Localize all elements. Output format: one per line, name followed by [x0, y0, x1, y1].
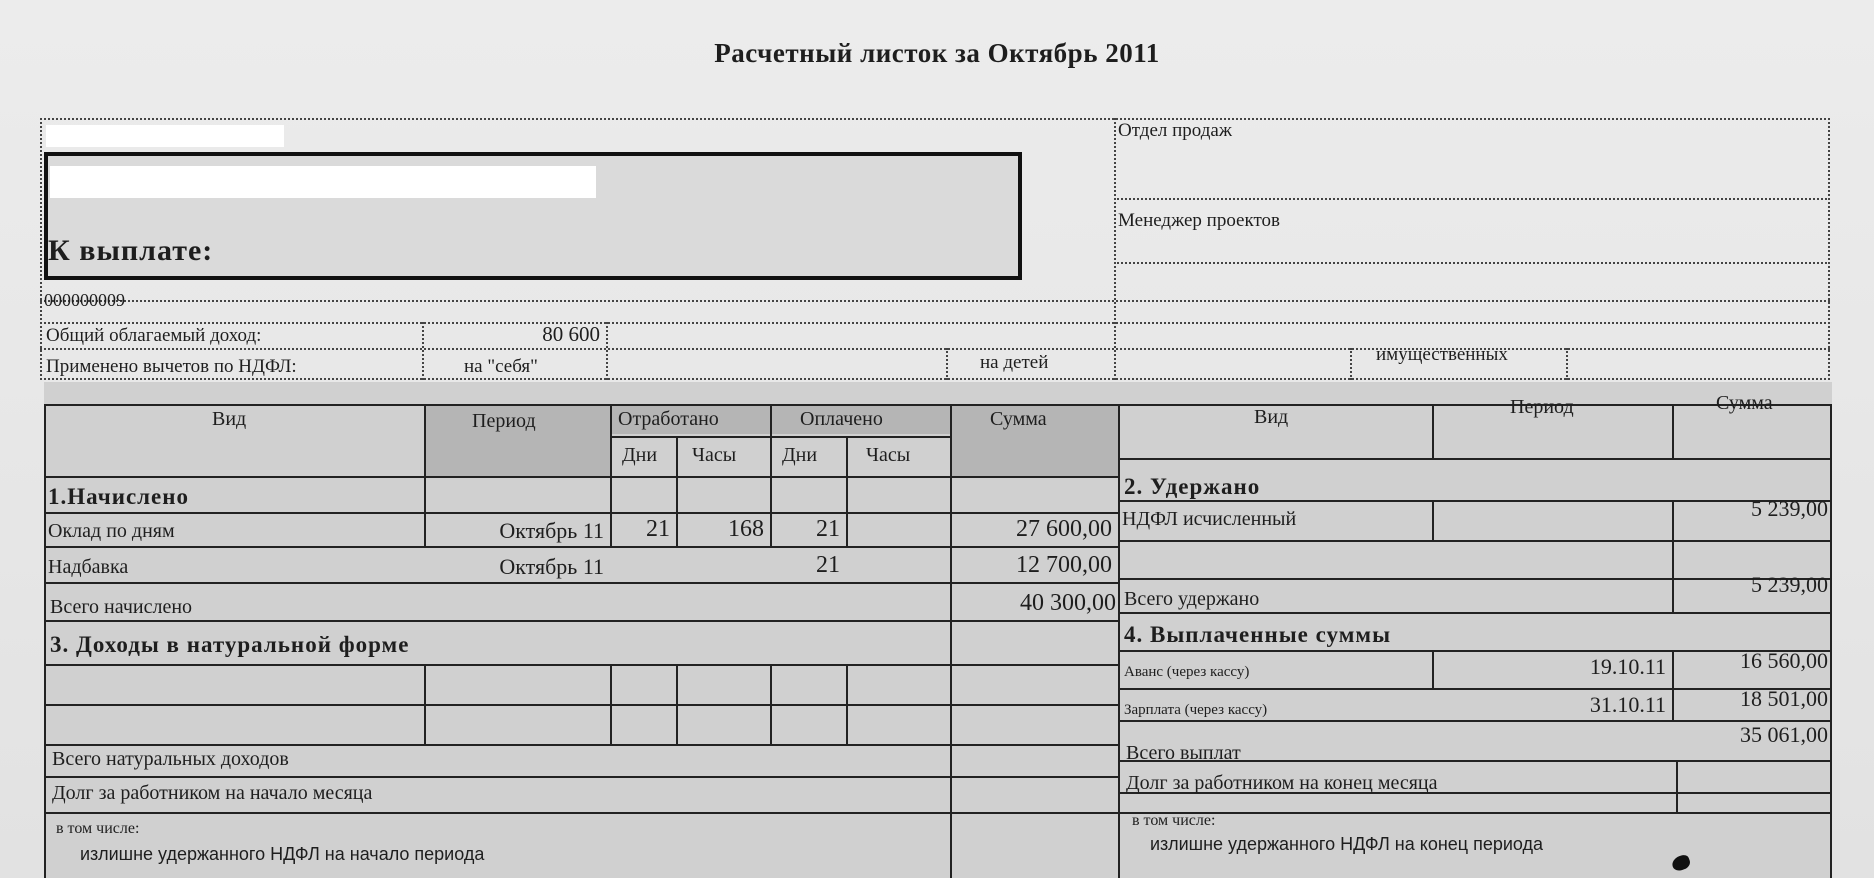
- deductions-label: Применено вычетов по НДФЛ:: [46, 356, 297, 377]
- total-accrued-label: Всего начислено: [50, 596, 193, 618]
- row1-worked-days: 21: [646, 516, 670, 542]
- total-natural-label: Всего натуральных доходов: [52, 748, 289, 770]
- incl-right-label: в том числе:: [1132, 812, 1216, 829]
- row1-kind: Оклад по дням: [48, 520, 175, 542]
- ndfl-label: НДФЛ исчисленный: [1122, 508, 1297, 530]
- debt-end-label: Долг за работником на конец месяца: [1126, 772, 1438, 794]
- col-paid: Оплачено: [800, 408, 883, 430]
- col-period-left: Период: [472, 410, 536, 432]
- row1-paid-days: 21: [816, 516, 840, 542]
- excess-end-label: излишне удержанного НДФЛ на конец периода: [1150, 834, 1544, 854]
- row2-period: Октябрь 11: [499, 554, 604, 579]
- total-withheld: 5 239,00: [1751, 572, 1828, 597]
- col-worked: Отработано: [618, 408, 719, 430]
- row2-kind: Надбавка: [48, 556, 129, 578]
- deduction-self: на "себя": [464, 356, 538, 377]
- row2-paid-days: 21: [816, 552, 840, 578]
- pay-label: К выплате:: [48, 234, 214, 267]
- total-paid: 35 061,00: [1740, 722, 1828, 747]
- payment1-sum: 16 560,00: [1740, 648, 1828, 673]
- payment2-sum: 18 501,00: [1740, 686, 1828, 711]
- deduction-children: на детей: [980, 352, 1049, 373]
- department: Отдел продаж: [1118, 120, 1232, 141]
- total-paid-label: Всего выплат: [1126, 742, 1241, 764]
- row2-sum: 12 700,00: [1016, 552, 1112, 578]
- row1-worked-hours: 168: [728, 516, 764, 542]
- section-accrued: 1.Начислено: [48, 484, 190, 509]
- col-period-right: Период: [1510, 396, 1574, 418]
- col-kind-left: Вид: [212, 408, 247, 430]
- payment1-date: 19.10.11: [1589, 654, 1666, 679]
- col-sum-right: Сумма: [1716, 392, 1773, 414]
- payment2-date: 31.10.11: [1589, 692, 1666, 717]
- employee-number: 000000009: [44, 290, 125, 310]
- section-paid-sums: 4. Выплаченные суммы: [1124, 622, 1392, 647]
- page-title: Расчетный листок за Октябрь 2011: [714, 38, 1160, 68]
- taxable-income-label: Общий облагаемый доход:: [46, 325, 262, 346]
- section-natural-income: 3. Доходы в натуральной форме: [50, 632, 410, 657]
- total-withheld-label: Всего удержано: [1124, 588, 1260, 610]
- sub-paid-days: Дни: [782, 444, 818, 466]
- payment2-kind: Зарплата (через кассу): [1124, 702, 1268, 718]
- deduction-property: имущественных: [1376, 344, 1508, 365]
- header-divider: [1114, 118, 1116, 380]
- taxable-income-value: 80 600: [542, 322, 600, 346]
- sub-worked-hours: Часы: [692, 444, 737, 466]
- col-sum-left: Сумма: [990, 408, 1047, 430]
- total-accrued: 40 300,00: [1020, 590, 1116, 616]
- redacted-organization: [50, 166, 596, 198]
- row1-sum: 27 600,00: [1016, 516, 1112, 542]
- sub-worked-days: Дни: [622, 444, 658, 466]
- ndfl-sum: 5 239,00: [1751, 496, 1828, 521]
- col-kind-right: Вид: [1254, 406, 1289, 428]
- excess-start-label: излишне удержанного НДФЛ на начало периода: [80, 844, 485, 864]
- section-withheld: 2. Удержано: [1124, 474, 1261, 499]
- sub-paid-hours: Часы: [866, 444, 911, 466]
- redacted-name: [46, 125, 284, 147]
- payment1-kind: Аванс (через кассу): [1124, 664, 1250, 680]
- row1-period: Октябрь 11: [499, 518, 604, 543]
- position: Менеджер проектов: [1118, 210, 1280, 231]
- incl-left-label: в том числе:: [56, 820, 140, 837]
- debt-start-label: Долг за работником на начало месяца: [52, 782, 373, 804]
